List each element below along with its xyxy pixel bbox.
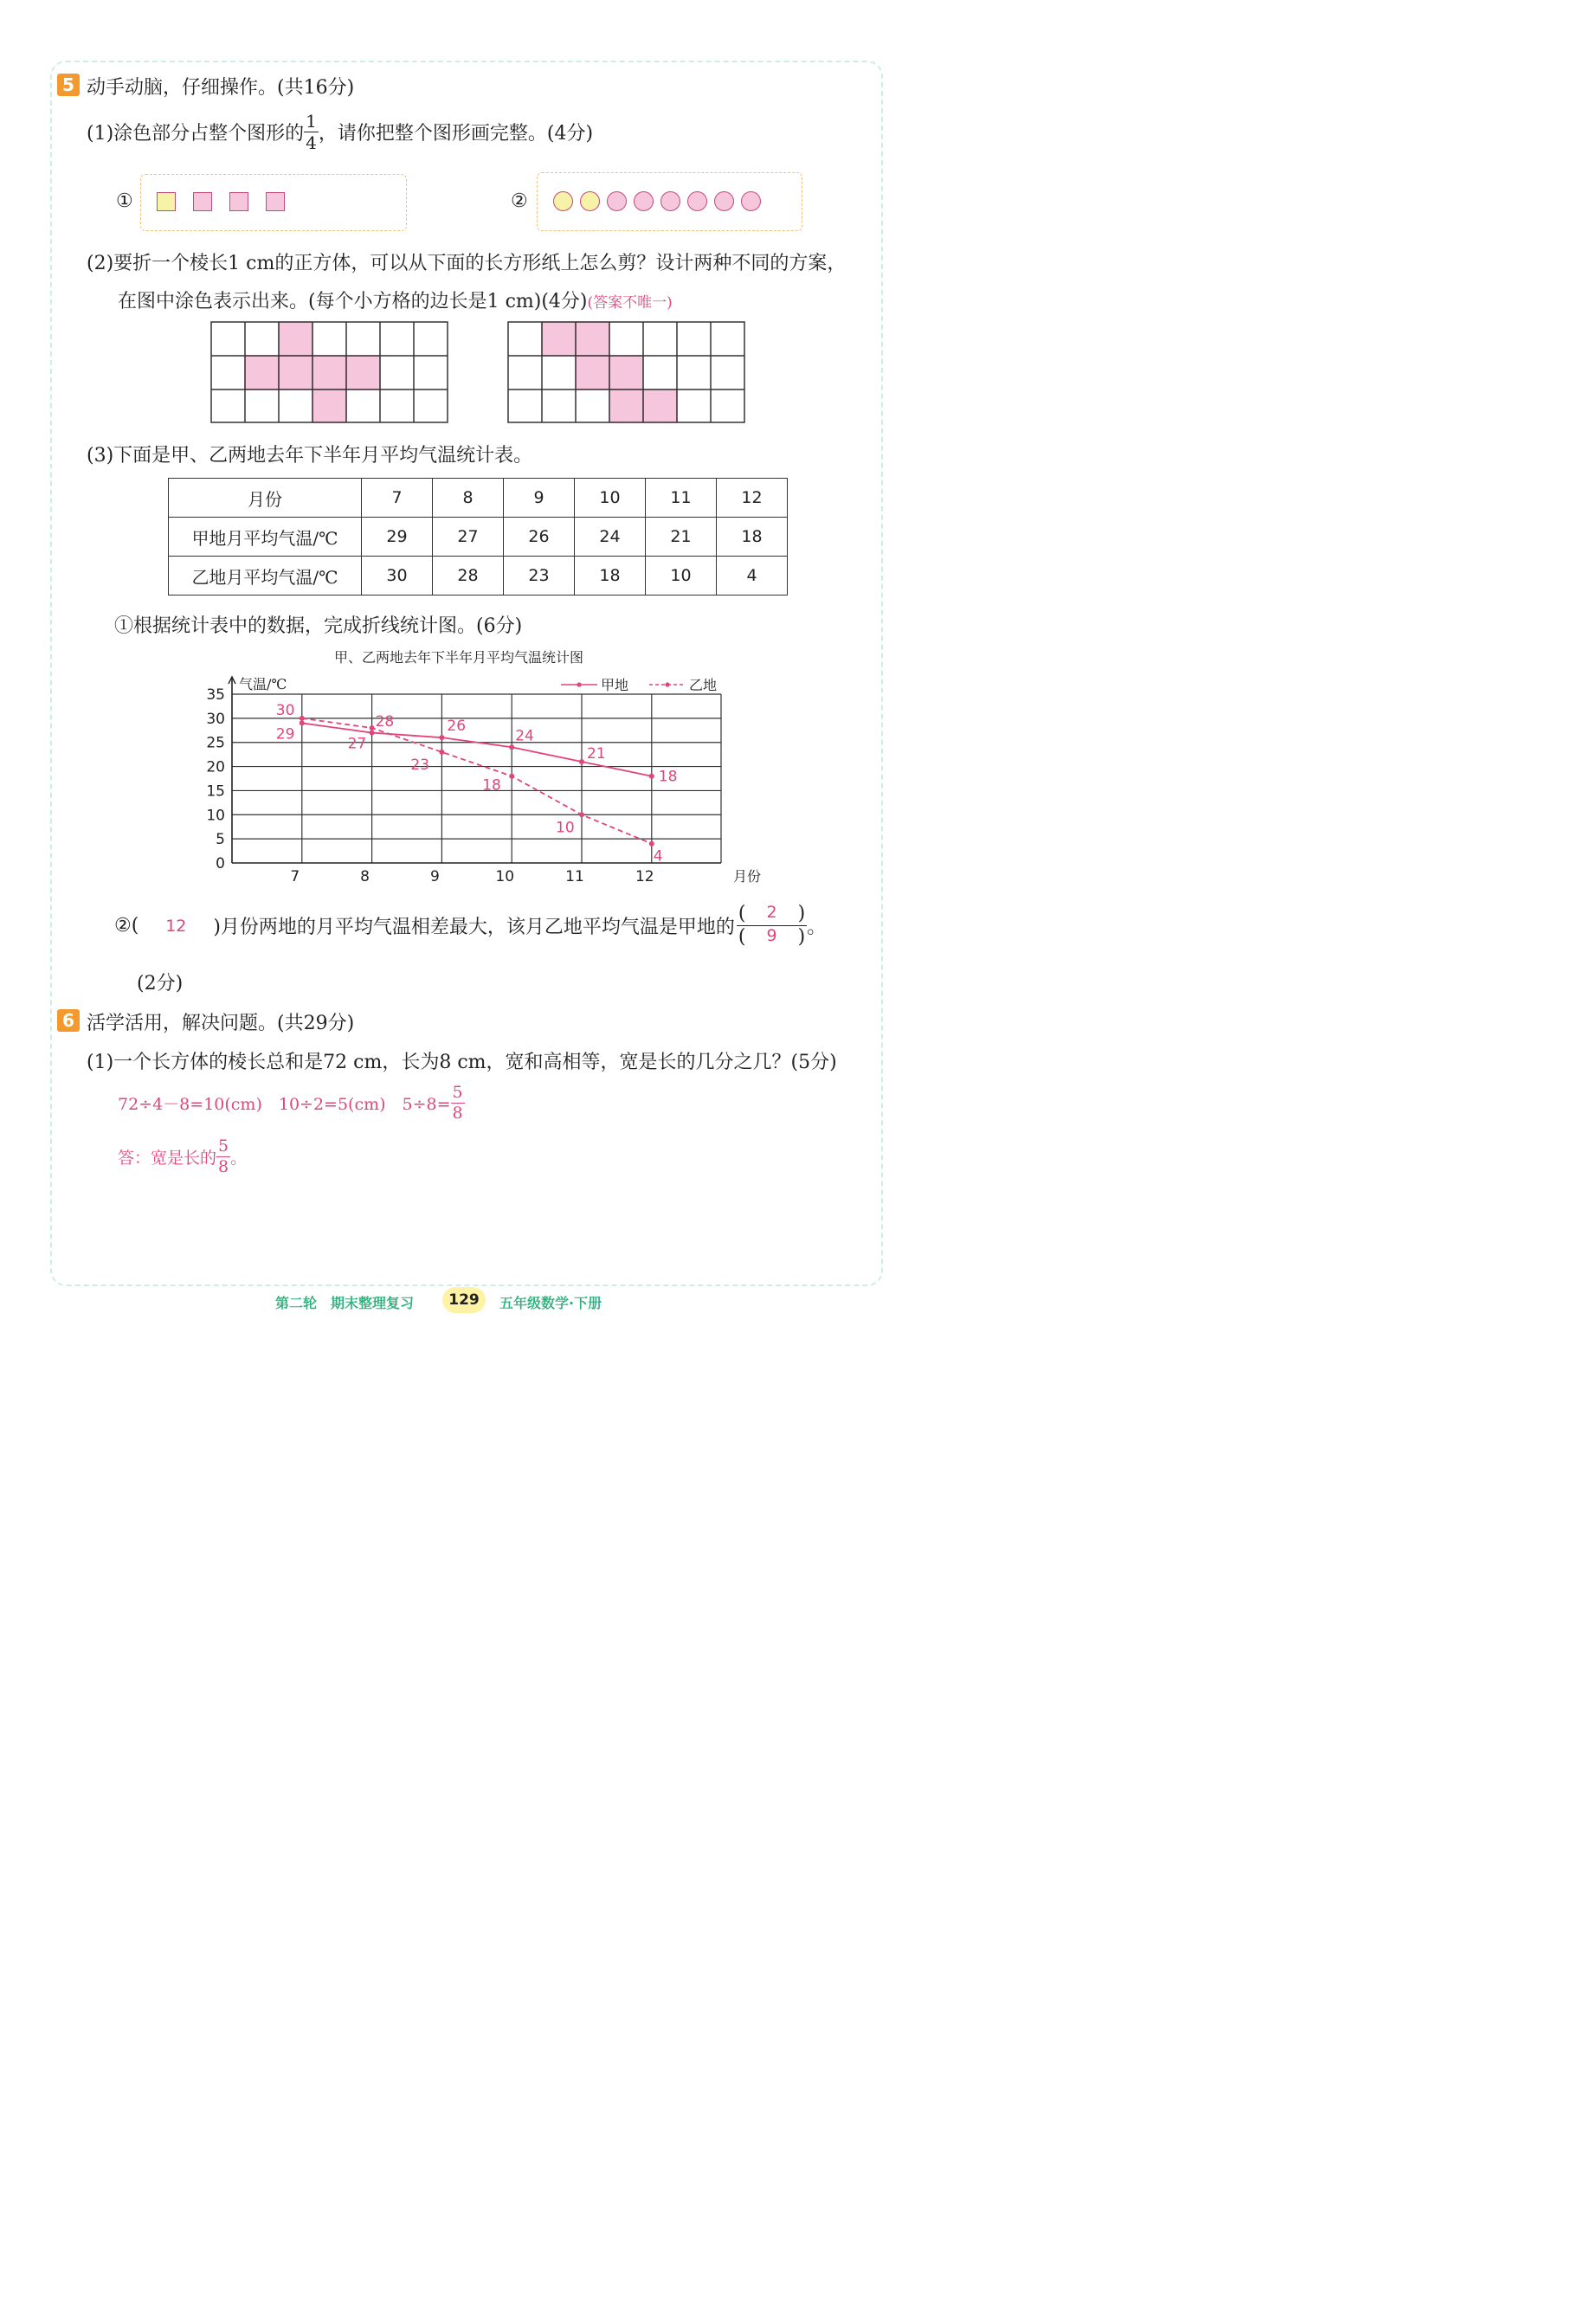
data-point — [509, 744, 514, 750]
table-cell: 18 — [575, 557, 646, 595]
net-grid-1 — [208, 319, 454, 426]
paren: ( — [738, 926, 746, 948]
x-axis-label: 月份 — [733, 868, 762, 885]
data-point — [649, 774, 654, 779]
pink-circle — [607, 191, 627, 211]
answer-label: 答：宽是长的 — [118, 1149, 217, 1168]
answer-statement-numerator: 5 — [218, 1136, 229, 1156]
table-cell: 29 — [362, 518, 433, 557]
question-5-2-line2 — [118, 286, 673, 313]
table-cell: 10 — [575, 479, 646, 518]
table-cell: 10 — [646, 557, 717, 595]
table-cell: 26 — [504, 518, 575, 557]
pink-circle — [741, 191, 761, 211]
table-cell: 27 — [433, 518, 504, 557]
section-6-badge: 6 — [57, 1009, 80, 1032]
data-point — [300, 720, 305, 725]
y-tick-label: 25 — [206, 734, 225, 752]
table-cell: 9 — [504, 479, 575, 518]
data-point — [370, 731, 375, 736]
x-tick-label: 8 — [360, 868, 370, 885]
answer-statement-fraction — [216, 1138, 230, 1175]
answer-fraction — [737, 904, 807, 947]
footer-left: 第二轮 期末整理复习 — [275, 1295, 415, 1311]
data-label: 21 — [587, 745, 606, 763]
paren: ) — [797, 903, 806, 924]
q3-2-pre: ②( — [114, 915, 139, 937]
answer-statement — [118, 1138, 247, 1175]
net-grid-2 — [505, 319, 751, 426]
data-label: 23 — [410, 756, 430, 774]
table-row — [169, 557, 788, 595]
data-point — [439, 735, 444, 740]
figure-1-label: ① — [116, 190, 133, 212]
answer-calc-text: 72÷4－8=10(cm) 10÷2=5(cm) 5÷8= — [118, 1095, 451, 1114]
table-cell: 21 — [646, 518, 717, 557]
answer-calc-denominator: 8 — [452, 1104, 463, 1123]
data-label: 4 — [653, 847, 663, 866]
section-5-title: 动手动脑，仔细操作。(共16分) — [87, 77, 355, 99]
legend-marker — [665, 682, 669, 686]
q3-2-end: 。 — [807, 917, 827, 938]
pink-circle — [660, 191, 680, 211]
x-tick-label: 11 — [565, 868, 584, 885]
q2-line2-text: 在图中涂色表示出来。(每个小方格的边长是1 cm)(4分) — [118, 291, 588, 312]
data-point — [370, 725, 375, 731]
q2-answer-note: (答案不唯一) — [587, 294, 673, 312]
legend-label: 乙地 — [689, 677, 718, 693]
pink-square — [193, 192, 212, 211]
q1-fraction-numerator: 1 — [306, 111, 317, 132]
table-cell: 24 — [575, 518, 646, 557]
paren: ) — [797, 926, 806, 948]
y-axis-label: 气温/℃ — [239, 676, 287, 692]
q1-fraction — [304, 113, 319, 151]
table-row — [169, 518, 788, 557]
data-label: 10 — [556, 819, 575, 837]
table-cell: 8 — [433, 479, 504, 518]
answer-fraction-numerator — [737, 904, 807, 925]
y-tick-label: 20 — [206, 758, 225, 776]
q1-fraction-denominator: 4 — [306, 132, 317, 153]
answer-calc-numerator: 5 — [452, 1083, 463, 1102]
answer-fraction-denominator — [737, 925, 807, 947]
x-tick-label: 9 — [429, 868, 440, 885]
table-cell: 18 — [717, 518, 788, 557]
pink-square — [229, 192, 248, 211]
paren: ( — [738, 903, 746, 924]
pink-circle — [687, 191, 707, 211]
y-tick-label: 10 — [206, 807, 225, 825]
answer-denominator: 9 — [766, 926, 777, 945]
data-label: 26 — [447, 718, 467, 736]
temperature-table — [168, 478, 788, 595]
legend-label: 甲地 — [601, 677, 629, 693]
question-5-3: (3)下面是甲、乙两地去年下半年月平均气温统计表。 — [87, 445, 533, 467]
answer-calculation — [118, 1085, 465, 1122]
data-label: 24 — [515, 727, 534, 745]
data-point — [579, 812, 584, 817]
chart-title: 甲、乙两地去年下半年月平均气温统计图 — [333, 649, 584, 666]
data-point — [439, 750, 444, 755]
data-point — [300, 716, 305, 721]
legend-marker — [577, 682, 581, 686]
figure-2-label: ② — [511, 190, 528, 212]
data-label: 30 — [275, 701, 295, 719]
data-point — [649, 841, 654, 847]
table-cell: 23 — [504, 557, 575, 595]
q1-pre: (1)涂色部分占整个图形的 — [87, 123, 305, 145]
data-point — [579, 759, 584, 764]
table-cell: 30 — [362, 557, 433, 595]
question-5-3-1: ①根据统计表中的数据，完成折线统计图。(6分) — [114, 615, 523, 637]
data-label: 27 — [347, 735, 367, 753]
table-cell: 4 — [717, 557, 788, 595]
pink-circle — [634, 191, 654, 211]
x-tick-label: 12 — [635, 868, 654, 885]
table-cell: 28 — [433, 557, 504, 595]
section-5-badge: 5 — [57, 74, 80, 96]
figure-1-box — [140, 174, 407, 231]
answer-blank-month: 12 — [165, 916, 187, 936]
yellow-square — [157, 192, 176, 211]
pink-circle — [714, 191, 734, 211]
data-label: 29 — [275, 725, 295, 744]
section-6-title: 活学活用，解决问题。(共29分) — [87, 1013, 355, 1034]
y-tick-label: 35 — [206, 686, 225, 704]
x-tick-label: 7 — [290, 868, 300, 885]
y-tick-label: 30 — [206, 710, 225, 728]
answer-end: 。 — [230, 1149, 248, 1168]
table-cell: 乙地月平均气温/℃ — [169, 557, 362, 595]
table-cell: 月份 — [169, 479, 362, 518]
yellow-circle — [553, 191, 573, 211]
answer-calc-fraction — [451, 1085, 465, 1122]
question-6-1: (1)一个长方体的棱长总和是72 cm，长为8 cm，宽和高相等，宽是长的几分之几？(5分) — [87, 1052, 837, 1073]
table-cell: 7 — [362, 479, 433, 518]
data-label: 18 — [658, 768, 678, 786]
table-cell: 甲地月平均气温/℃ — [169, 518, 362, 557]
q1-post: ，请你把整个图形画完整。(4分) — [318, 123, 594, 145]
page-number: 129 — [448, 1291, 480, 1309]
y-tick-label: 5 — [216, 831, 225, 849]
yellow-circle — [580, 191, 600, 211]
temperature-line-chart — [190, 641, 762, 892]
data-label: 18 — [482, 776, 501, 795]
answer-numerator: 2 — [766, 903, 777, 922]
table-cell: 11 — [646, 479, 717, 518]
figure-2-box — [537, 172, 802, 231]
question-5-1 — [87, 113, 593, 151]
y-tick-label: 15 — [206, 782, 225, 801]
q3-2-mid: )月份两地的月平均气温相差最大，该月乙地平均气温是甲地的 — [213, 917, 735, 938]
answer-statement-denominator: 8 — [218, 1157, 229, 1176]
footer-right: 五年级数学·下册 — [499, 1295, 602, 1311]
data-point — [509, 774, 514, 779]
question-5-3-2 — [114, 904, 826, 947]
question-5-2-line1: (2)要折一个棱长1 cm的正方体，可以从下面的长方形纸上怎么剪？设计两种不同的方案， — [87, 253, 847, 274]
table-cell: 12 — [717, 479, 788, 518]
data-label: 28 — [375, 713, 395, 731]
table-header-row — [169, 479, 788, 518]
pink-square — [266, 192, 285, 211]
question-5-3-2-points: (2分) — [137, 973, 184, 995]
y-tick-label: 0 — [216, 855, 225, 872]
x-tick-label: 10 — [495, 868, 515, 885]
